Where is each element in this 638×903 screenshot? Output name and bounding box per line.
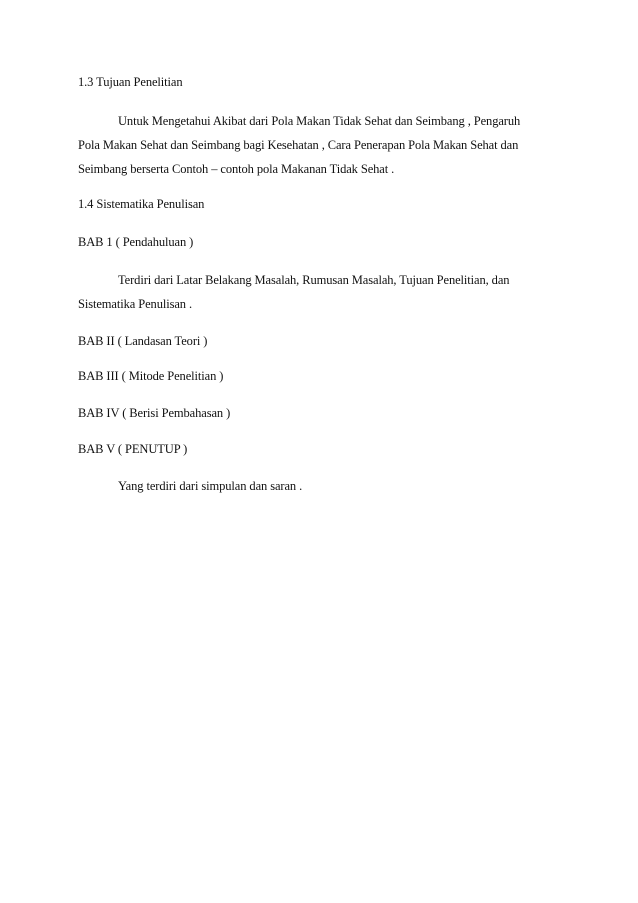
bab-3-heading: BAB III ( Mitode Penelitian ) xyxy=(78,369,224,383)
paragraph-line: Pola Makan Sehat dan Seimbang bagi Kesehatan , Cara Penerapan Pola Makan Sehat dan xyxy=(78,138,519,152)
bab-1-heading: BAB 1 ( Pendahuluan ) xyxy=(78,235,194,249)
section-1-4-heading: 1.4 Sistematika Penulisan xyxy=(78,197,205,211)
section-1-3-heading: 1.3 Tujuan Penelitian xyxy=(78,75,183,89)
bab-5-heading: BAB V ( PENUTUP ) xyxy=(78,442,188,456)
paragraph-line: Terdiri dari Latar Belakang Masalah, Rumusan Masalah, Tujuan Penelitian, dan xyxy=(118,273,510,287)
paragraph-line: Untuk Mengetahui Akibat dari Pola Makan Tidak Sehat dan Seimbang , Pengaruh xyxy=(118,114,521,128)
bab-2-heading: BAB II ( Landasan Teori ) xyxy=(78,334,208,348)
paragraph-line: Sistematika Penulisan . xyxy=(78,297,193,311)
bab-4-heading: BAB IV ( Berisi Pembahasan ) xyxy=(78,406,231,420)
paragraph-line: Seimbang berserta Contoh – contoh pola Makanan Tidak Sehat . xyxy=(78,162,395,176)
paragraph-line: Yang terdiri dari simpulan dan saran . xyxy=(118,479,303,493)
